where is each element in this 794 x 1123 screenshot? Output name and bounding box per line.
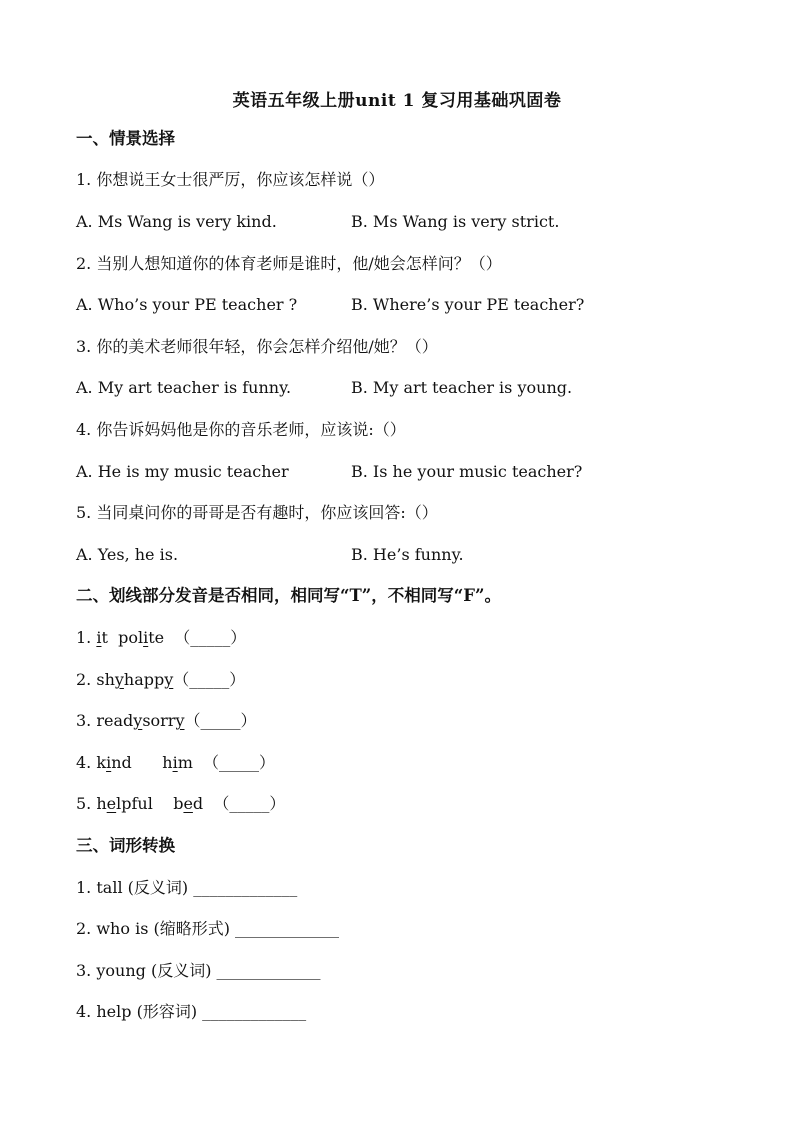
item-number: 1. <box>76 628 92 647</box>
word-2: polite <box>118 628 165 647</box>
section1-heading: 一、情景选择 <box>76 129 175 148</box>
item-number: 3. <box>76 711 92 730</box>
pronunciation-item <box>76 669 245 691</box>
option-2b: B. Where’s your PE teacher? <box>351 295 585 314</box>
pronunciation-item <box>76 752 275 774</box>
underlined-letter: y <box>114 670 124 689</box>
underlined-letter: e <box>106 794 117 813</box>
item-number: 4. <box>76 753 92 772</box>
option-2a: A. Who’s your PE teacher ? <box>76 295 298 314</box>
underlined-letter: y <box>164 670 174 689</box>
underlined-letter: y <box>175 711 185 730</box>
option-3b: B. My art teacher is young. <box>351 378 573 397</box>
pronunciation-item <box>76 627 246 649</box>
item-number: 5. <box>76 794 92 813</box>
word-form-item[interactable]: 3. young (反义词) _____________ <box>76 961 321 980</box>
option-5b: B. He’s funny. <box>351 545 464 564</box>
option-4b: B. Is he your music teacher? <box>351 462 583 481</box>
question-4: 4. 你告诉妈妈他是你的音乐老师，应该说:（） <box>76 420 406 439</box>
word-1: helpful <box>96 794 153 813</box>
word-1: shy <box>96 670 124 689</box>
word-1: ready <box>96 711 143 730</box>
word-form-item[interactable]: 1. tall (反义词) _____________ <box>76 878 298 897</box>
item-number: 2. <box>76 670 92 689</box>
section3-heading: 三、词形转换 <box>76 836 175 855</box>
underlined-letter: i <box>143 628 149 647</box>
answer-blank[interactable]: （_____） <box>184 711 257 730</box>
option-5a: A. Yes, he is. <box>76 545 179 564</box>
section2-heading: 二、划线部分发音是否相同，相同写“T”，不相同写“F”。 <box>76 586 501 605</box>
pronunciation-item <box>76 793 285 815</box>
word-form-item[interactable]: 4. help (形容词) _____________ <box>76 1002 307 1021</box>
word-2: bed <box>173 794 204 813</box>
answer-blank[interactable]: （_____） <box>174 628 247 647</box>
word-2: him <box>162 753 193 772</box>
page-title: 英语五年级上册unit 1 复习用基础巩固卷 <box>232 91 562 111</box>
underlined-letter: i <box>172 753 178 772</box>
option-1b: B. Ms Wang is very strict. <box>351 212 560 231</box>
pronunciation-item <box>76 710 257 732</box>
underlined-letter: i <box>106 753 112 772</box>
underlined-letter: i <box>96 628 102 647</box>
question-1: 1. 你想说王女士很严厉，你应该怎样说（） <box>76 170 385 189</box>
question-3: 3. 你的美术老师很年轻，你会怎样介绍他/她？（） <box>76 337 438 356</box>
word-1: it <box>96 628 108 647</box>
answer-blank[interactable]: （_____） <box>213 794 286 813</box>
question-2: 2. 当别人想知道你的体育老师是谁时，他/她会怎样问？（） <box>76 254 502 273</box>
answer-blank[interactable]: （_____） <box>203 753 276 772</box>
word-2: sorry <box>142 711 185 730</box>
option-1a: A. Ms Wang is very kind. <box>76 212 277 231</box>
word-form-item[interactable]: 2. who is (缩略形式) _____________ <box>76 919 340 938</box>
underlined-letter: y <box>133 711 143 730</box>
answer-blank[interactable]: （_____） <box>173 670 246 689</box>
option-3a: A. My art teacher is funny. <box>76 378 292 397</box>
option-4a: A. He is my music teacher <box>76 462 289 481</box>
underlined-letter: e <box>183 794 193 813</box>
word-2: happy <box>123 670 174 689</box>
question-5: 5. 当同桌问你的哥哥是否有趣时，你应该回答:（） <box>76 503 438 522</box>
word-1: kind <box>96 753 132 772</box>
